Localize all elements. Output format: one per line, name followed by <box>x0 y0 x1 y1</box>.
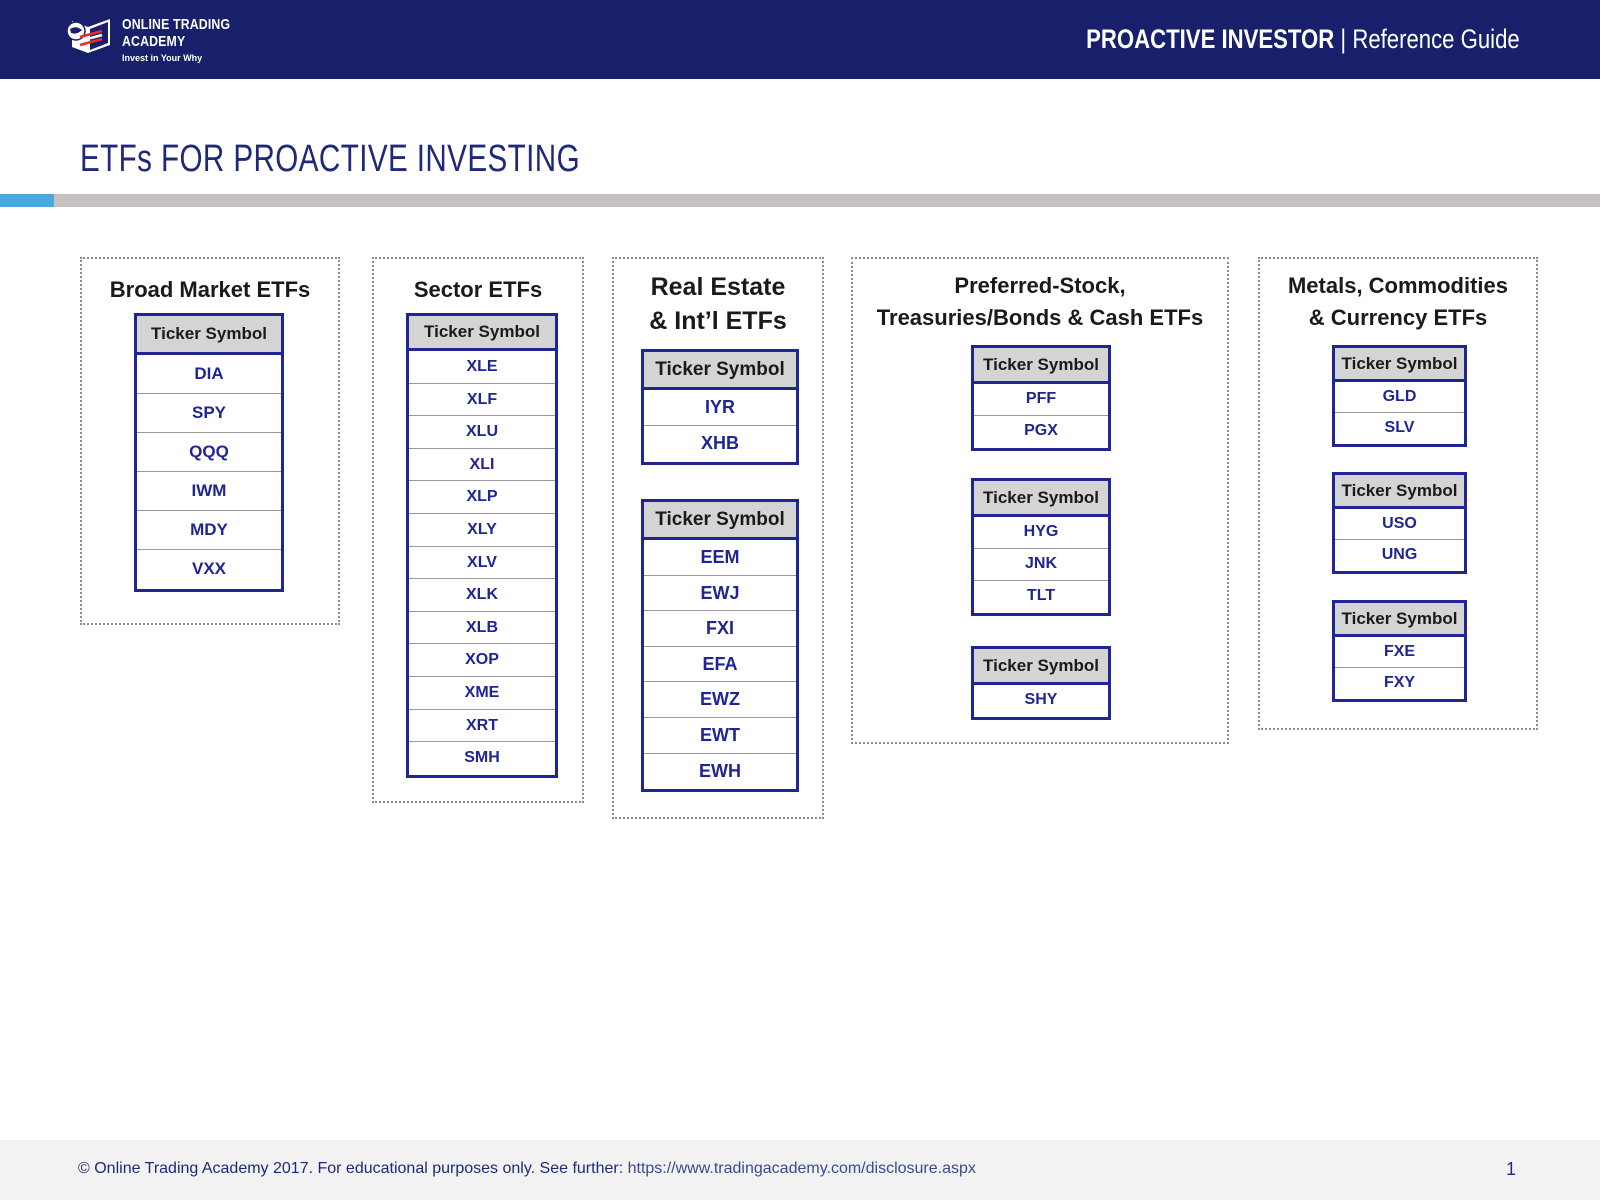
ticker-symbol-xlk: XLK <box>409 579 555 612</box>
group-title: & Int’l ETFs <box>649 307 787 335</box>
guide-title-rest: Reference Guide <box>1352 24 1520 54</box>
ticker-table-header: Ticker Symbol <box>1335 603 1464 637</box>
ticker-symbol-shy: SHY <box>1024 691 1058 708</box>
group-title: & Currency ETFs <box>1308 305 1488 330</box>
ticker-symbol-ewj: EWJ <box>644 576 796 612</box>
ticker-symbol-spy: SPY <box>137 394 281 433</box>
ticker-symbol-xlf: XLF <box>409 384 555 417</box>
guide-title-separator: | <box>1334 24 1353 54</box>
group-title: Broad Market ETFs <box>109 277 311 302</box>
group-title: Real Estate <box>650 273 786 301</box>
ticker-symbol-xlu: XLU <box>409 416 555 449</box>
ticker-table <box>641 349 799 465</box>
page-title: ETFs FOR PROACTIVE INVESTING <box>80 138 581 180</box>
ticker-symbol-xme: XME <box>409 677 555 710</box>
ticker-symbol-dia: DIA <box>137 355 281 394</box>
guide-title-bold: PROACTIVE INVESTOR <box>1086 24 1335 54</box>
ticker-symbol-xlb: XLB <box>409 612 555 645</box>
book-globe-logo-icon <box>62 13 118 57</box>
page-footer <box>0 1140 1600 1200</box>
ticker-symbol-pgx: PGX <box>1024 422 1058 439</box>
footer-text <box>78 1160 976 1178</box>
ticker-table <box>971 345 1111 451</box>
etf-group-metals-commodities-currency-etfs <box>1258 257 1538 730</box>
group-title: Treasuries/Bonds & Cash ETFs <box>876 305 1204 330</box>
logo-tagline: Invest in Your Why <box>122 53 203 63</box>
ticker-table <box>641 499 799 792</box>
ticker-table <box>134 313 284 592</box>
ticker-symbol-xlp: XLP <box>409 481 555 514</box>
ticker-symbol-xli: XLI <box>409 449 555 482</box>
ticker-symbol-hyg: HYG <box>974 517 1108 549</box>
ticker-symbol-jnk: JNK <box>974 549 1108 581</box>
group-title: Metals, Commodities <box>1287 273 1509 298</box>
ticker-symbol-fxi: FXI <box>644 611 796 647</box>
ticker-symbol-iyr: IYR <box>644 390 796 426</box>
ticker-symbol-fxe: FXE <box>1335 637 1464 668</box>
etf-group-sector-etfs <box>372 257 584 803</box>
ticker-table <box>1332 345 1467 447</box>
disclosure-link[interactable]: https://www.tradingacademy.com/disclosure.aspx <box>627 1160 976 1177</box>
ticker-symbol-iwm: IWM <box>137 472 281 511</box>
ticker-symbol-qqq: QQQ <box>137 433 281 472</box>
ticker-symbol-pff: PFF <box>974 384 1108 416</box>
ticker-symbol-uso: USO <box>1335 509 1464 540</box>
ticker-table-header: Ticker Symbol <box>1335 475 1464 509</box>
ticker-symbol-xrt: XRT <box>409 710 555 743</box>
ticker-symbol-ewt: EWT <box>644 718 796 754</box>
title-divider-accent <box>0 194 54 207</box>
logo-text-line1: ONLINE TRADING <box>122 16 231 33</box>
ticker-table <box>406 313 558 778</box>
ticker-symbol-ewz: EWZ <box>644 682 796 718</box>
etf-group-real-estate-int-l-etfs <box>612 257 824 819</box>
ticker-symbol-xle: XLE <box>409 351 555 384</box>
ticker-table <box>971 646 1111 720</box>
ticker-table <box>971 478 1111 616</box>
ticker-table-header: Ticker Symbol <box>1335 348 1464 382</box>
title-divider <box>0 194 1600 207</box>
group-title: Preferred-Stock, <box>954 273 1126 298</box>
page-header <box>0 0 1600 79</box>
ticker-table <box>1332 472 1467 574</box>
ticker-table-header: Ticker Symbol <box>974 649 1108 685</box>
group-title: Sector ETFs <box>413 277 543 302</box>
ticker-symbol-vxx: VXX <box>191 559 227 578</box>
ticker-table <box>1332 600 1467 702</box>
ticker-table-header: Ticker Symbol <box>409 316 555 351</box>
ticker-symbol-gld: GLD <box>1335 382 1464 413</box>
guide-title <box>1086 24 1520 55</box>
ticker-symbol-xop: XOP <box>409 644 555 677</box>
ticker-symbol-xly: XLY <box>409 514 555 547</box>
page-number: 1 <box>1505 1159 1516 1179</box>
ticker-table-header: Ticker Symbol <box>644 502 796 540</box>
logo-text-line2: ACADEMY <box>122 33 186 50</box>
ticker-symbol-xhb: XHB <box>700 433 739 453</box>
ticker-symbol-efa: EFA <box>644 647 796 683</box>
ticker-table-header: Ticker Symbol <box>644 352 796 390</box>
ticker-table-header: Ticker Symbol <box>974 348 1108 384</box>
ticker-symbol-ewh: EWH <box>699 760 741 781</box>
ticker-table-header: Ticker Symbol <box>974 481 1108 517</box>
ticker-symbol-ung: UNG <box>1381 546 1418 563</box>
ticker-symbol-tlt: TLT <box>1026 587 1056 604</box>
ticker-symbol-smh: SMH <box>464 749 500 767</box>
ticker-table-header: Ticker Symbol <box>137 316 281 355</box>
footer-copyright: © Online Trading Academy 2017. For educational purposes only. See further: <box>78 1160 628 1177</box>
etf-group-preferred-stock-treasuries-bonds-cash-etfs <box>851 257 1229 744</box>
ticker-symbol-slv: SLV <box>1384 419 1415 436</box>
ticker-symbol-mdy: MDY <box>137 511 281 550</box>
ticker-symbol-eem: EEM <box>644 540 796 576</box>
etf-group-broad-market-etfs <box>80 257 340 625</box>
ticker-symbol-fxy: FXY <box>1383 674 1416 691</box>
ticker-symbol-xlv: XLV <box>409 547 555 580</box>
